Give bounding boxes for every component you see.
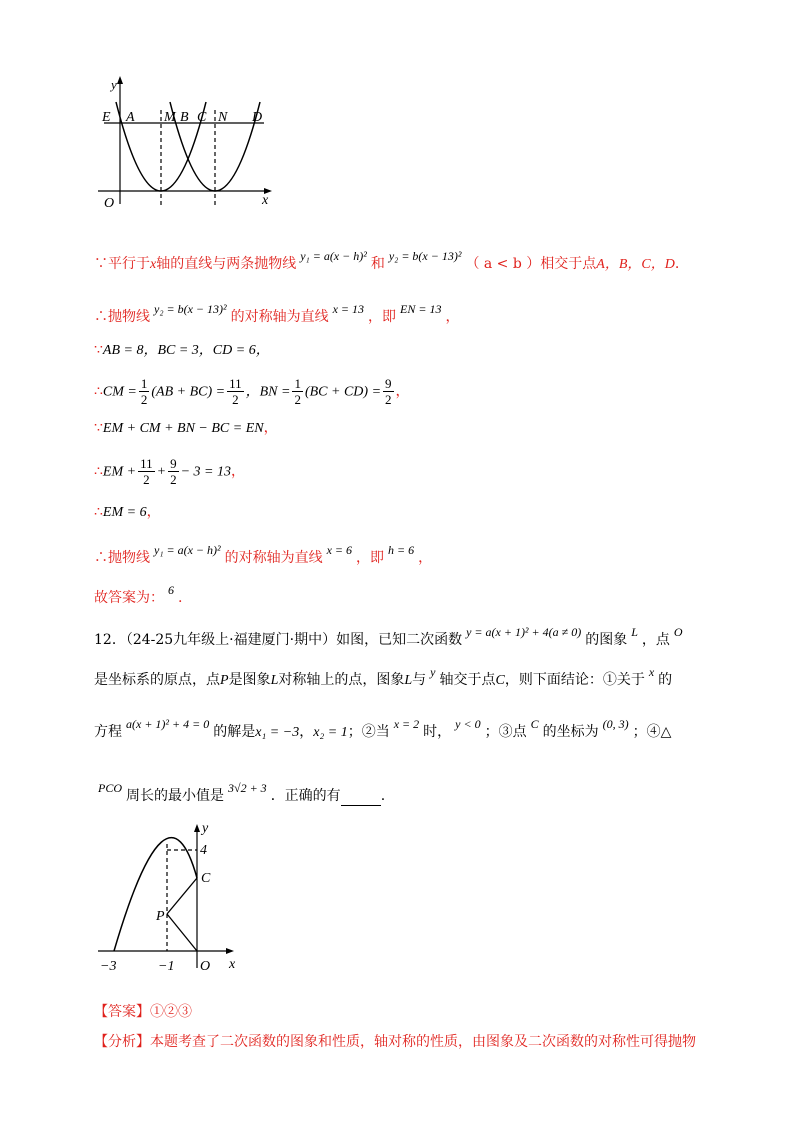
points: A，B，C，D (596, 257, 675, 272)
fig1-label-n: N (218, 110, 228, 125)
var-x: x (648, 665, 655, 679)
text: 的对称轴为直线 (224, 550, 323, 566)
text: ， (418, 550, 433, 566)
denominator: 2 (385, 392, 392, 407)
eq-part: (AB + BC) = (151, 384, 226, 400)
equation: x = 6 (326, 543, 353, 557)
root-x1: x₁ = −3 (255, 725, 300, 740)
text: 时， (423, 724, 452, 740)
text: ；④△ (632, 724, 672, 740)
fraction (292, 376, 303, 407)
text: ∴抛物线 (94, 309, 150, 325)
eq-part: EM + (102, 464, 137, 480)
equation: y = a(x + 1)² + 4(a ≠ 0) (466, 625, 582, 639)
eq-part: − 3 = 13 (180, 464, 231, 480)
text: 的图象 (585, 632, 628, 648)
equation: h = 6 (388, 543, 415, 557)
solution-line-3 (94, 340, 270, 361)
text: ， (230, 463, 245, 480)
text: ；③点 (484, 724, 527, 740)
numerator: 9 (385, 376, 392, 391)
answer-value: ①②③ (150, 1004, 192, 1020)
eq-part: + (156, 464, 167, 480)
fraction (227, 376, 244, 407)
denominator: 2 (140, 392, 148, 407)
var-o: O (673, 625, 683, 639)
text: ∵ (94, 420, 103, 436)
text: 轴的直线与两条抛物线 (156, 256, 297, 272)
var-l: L (631, 625, 638, 639)
equation: EM = 6 (102, 505, 147, 520)
text: ， (445, 309, 460, 325)
fig2-tick-minus-1: −1 (158, 959, 175, 974)
analysis-text: 本题考查了二次函数的图象和性质，轴对称的性质，由图象及二次函数的对称性可得抛物 (150, 1034, 696, 1050)
var-y: y (430, 665, 436, 679)
fig2-y-label: y (202, 821, 209, 836)
question-12-line-1 (94, 622, 687, 650)
text: ；②当 (347, 724, 390, 740)
fig2-origin-label: O (200, 959, 211, 974)
solution-line-8 (94, 540, 432, 568)
text: 的 (658, 672, 673, 688)
equation: y₁ = a(x − h)² (154, 543, 221, 557)
var-x: x (150, 257, 157, 272)
text: ∴ (94, 504, 103, 520)
text: ， (395, 383, 410, 400)
text: ，点 (641, 632, 670, 648)
equation-y1: y₁ = a(x − h)² (300, 249, 367, 263)
fraction (168, 456, 179, 487)
text: ∴ (94, 463, 103, 480)
solution-line-1 (94, 246, 679, 275)
numerator: 11 (229, 376, 242, 391)
question-12-line-2 (94, 662, 672, 691)
text: . (674, 256, 680, 272)
text: 的坐标为 (542, 724, 599, 740)
equation: AB = 8，BC = 3，CD = 6， (102, 343, 270, 358)
fig2-tick-4: 4 (200, 843, 207, 858)
text: 方程 (94, 724, 122, 740)
fig2-tick-minus-3: −3 (100, 959, 117, 974)
answer-tag: 【答案】 (94, 1004, 150, 1020)
text: ∴ (94, 383, 103, 400)
triangle-name: PCO (98, 781, 122, 795)
equation: EM + CM + BN − BC = EN (102, 421, 264, 436)
numerator: 9 (170, 456, 177, 471)
answer-blank (341, 791, 381, 806)
text: ，即 (368, 309, 397, 325)
text: 是图象 (228, 672, 271, 688)
fig1-label-a: A (126, 110, 135, 125)
fig1-label-c: C (197, 110, 207, 125)
text: ∵ (94, 342, 103, 358)
fig1-label-d: D (252, 110, 263, 125)
var-l: L (270, 673, 279, 688)
fraction (383, 376, 394, 407)
text: . (380, 788, 386, 804)
answer-value: 6 (168, 583, 174, 597)
fig2-label-p: P (156, 909, 165, 924)
fig1-label-b: B (180, 110, 189, 125)
fig1-y-label: y (111, 77, 117, 92)
text: ．正确的有 (270, 788, 341, 804)
var-c: C (530, 717, 539, 731)
condition-x: x = 2 (393, 717, 420, 731)
fig1-label-m: M (164, 110, 176, 125)
text: 是坐标系的原点，点 (94, 672, 220, 688)
condition: （ a < b ） (465, 256, 541, 272)
text: . (178, 590, 183, 606)
denominator: 2 (143, 472, 150, 487)
text: 和 (370, 256, 385, 272)
text: ，则下面结论：①关于 (504, 672, 645, 688)
text: 的对称轴为直线 (230, 309, 329, 325)
fraction (139, 376, 150, 407)
root-x2: x₂ = 1 (313, 725, 348, 740)
text: ∴抛物线 (94, 550, 150, 566)
fraction (138, 456, 155, 487)
question-12-line-3 (94, 714, 671, 743)
coordinate: (0, 3) (602, 717, 629, 731)
text: 故答案为： (94, 590, 164, 606)
text: ∵平行于 (94, 256, 150, 272)
var-l: L (404, 673, 413, 688)
text: 轴交于点 (439, 672, 496, 688)
solution-line-2 (94, 299, 459, 327)
text: 对称轴上的点，图象 (278, 672, 405, 688)
solution-line-4 (94, 376, 410, 407)
condition-y: y < 0 (455, 717, 481, 731)
text: 与 (412, 672, 427, 688)
equation: EN = 13 (400, 302, 442, 316)
equation: y₂ = b(x − 13)² (154, 302, 227, 316)
denominator: 2 (170, 472, 177, 487)
eq-part: CM = (102, 384, 137, 400)
solution-line-5 (94, 418, 278, 439)
text: 的解是 (213, 724, 256, 740)
fig2-x-label: x (229, 957, 236, 972)
analysis-line (94, 1032, 696, 1052)
fig1-origin-label: O (104, 196, 115, 211)
text: ， (146, 504, 161, 520)
numerator: 1 (140, 376, 148, 391)
question-number: 12． (94, 632, 126, 648)
question-source: （24-25九年级上·福建厦门·期中）如图，已知二次函数 (125, 632, 463, 648)
numerator: 11 (140, 456, 153, 471)
equation: a(x + 1)² + 4 = 0 (126, 717, 210, 731)
figure-two-parabolas (94, 72, 284, 217)
text: ， (299, 724, 314, 740)
question-12-line-4 (94, 778, 385, 806)
text: 周长的最小值是 (126, 788, 224, 804)
equation: x = 13 (332, 302, 365, 316)
min-perimeter: 3√2 + 3 (228, 781, 267, 795)
denominator: 2 (232, 392, 239, 407)
eq-part: (BC + CD) = (304, 384, 382, 400)
analysis-tag: 【分析】 (94, 1034, 150, 1050)
figure-parabola-triangle (94, 818, 254, 978)
var-p: P (220, 673, 229, 688)
numerator: 1 (294, 376, 301, 391)
eq-part: ，BN = (245, 384, 291, 400)
denominator: 2 (294, 392, 301, 407)
text: ， (263, 420, 278, 436)
var-c: C (495, 673, 505, 688)
fig1-label-e: E (102, 110, 111, 125)
fig2-label-c: C (201, 871, 211, 886)
text: ，即 (356, 550, 385, 566)
solution-line-9 (94, 580, 182, 608)
answer-line (94, 1002, 192, 1022)
fig1-x-label: x (262, 193, 269, 208)
solution-line-6 (94, 456, 245, 487)
solution-line-7 (94, 502, 161, 523)
equation-y2: y₂ = b(x − 13)² (388, 249, 462, 263)
text: 相交于点 (540, 256, 597, 272)
